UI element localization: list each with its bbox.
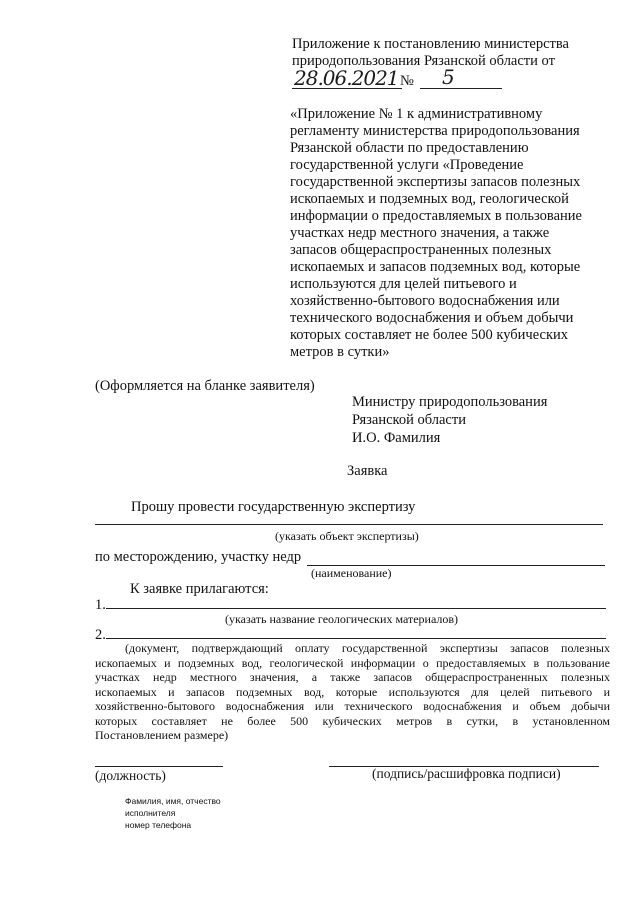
attachment-2-number: 2. [95, 627, 106, 643]
header-date-number [292, 66, 512, 92]
request-text: Прошу провести государственную экспертизу [131, 499, 416, 515]
header-line-2: природопользования Рязанской области от [292, 53, 555, 69]
quote-line: хозяйственно-бытового водоснабжения или [290, 293, 560, 309]
attachment-1-line [106, 608, 606, 609]
quote-line: метров в сутки» [290, 344, 390, 360]
attachment-2-text-line: участках недр местного значения, а также запасов общераспространенных полезных [95, 670, 610, 684]
quote-line: используются для целей питьевого и [290, 276, 517, 292]
position-label: (должность) [95, 768, 166, 783]
quote-block [290, 106, 610, 361]
attachment-2-text-line: (документ, подтверждающий оплату государственной экспертизы запасов полезных [125, 641, 610, 655]
quote-line: Рязанской области по предоставлению [290, 140, 529, 156]
deposit-label: по месторождению, участку недр [95, 549, 302, 565]
date-underline [292, 88, 402, 89]
quote-line: информации о предоставляемых в пользование [290, 208, 582, 224]
attachment-2-text-line: которых составляет не более 500 кубических метров в сутки, в установленном [95, 713, 610, 728]
quote-line: государственной услуги «Проведение [290, 157, 524, 173]
addressee-line-2: Рязанской области [352, 412, 466, 428]
quote-line: «Приложение № 1 к административному [290, 106, 543, 122]
quote-line: запасов общераспространенных полезных [290, 242, 552, 258]
executor-line-1: Фамилия, имя, отчество [125, 796, 221, 806]
attachment-2-text-line: Постановлением размере) [95, 728, 229, 742]
quote-line: ископаемых и подземных вод, геологической [290, 191, 569, 207]
attachment-2-description [95, 641, 610, 743]
handwritten-number: 5 [442, 65, 454, 89]
executor-line-3: номер телефона [125, 820, 192, 830]
quote-line: которых составляет не более 500 кубических [290, 327, 568, 343]
number-label: № [400, 73, 414, 89]
attachment-1-hint: (указать название геологических материалов) [225, 612, 459, 626]
attachment-2-text-line: ископаемых и запасов подземных вод, которые используются для целей питьевого и [95, 684, 610, 699]
quote-line: ископаемых и запасов подземных вод, которые [290, 259, 581, 275]
blank-note: (Оформляется на бланке заявителя) [95, 378, 315, 394]
quote-line: участках недр местного значения, а также [290, 225, 550, 241]
quote-line: технического водоснабжения и объем добычи [290, 310, 574, 326]
executor-line-2: исполнителя [125, 808, 176, 818]
object-line [95, 524, 603, 525]
deposit-hint: (наименование) [311, 566, 392, 580]
addressee-line-3: И.О. Фамилия [352, 430, 441, 446]
header-line-1: Приложение к постановлению министерства [292, 36, 569, 52]
attachment-1-number: 1. [95, 597, 106, 613]
document-title: Заявка [347, 463, 388, 479]
object-hint: (указать объект экспертизы) [275, 529, 419, 543]
handwritten-date: 28.06.2021 [294, 66, 399, 90]
quote-line: регламенту министерства природопользования [290, 123, 580, 139]
attachment-2-text-line: ископаемых и подземных вод, геологической информации о предоставляемых в пользование [95, 655, 610, 670]
addressee-line-1: Министру природопользования [352, 394, 548, 410]
attachment-2-line [106, 638, 606, 639]
attachments-label: К заявке прилагаются: [130, 581, 269, 597]
signature-label: (подпись/расшифровка подписи) [372, 766, 561, 781]
quote-line: государственной экспертизы запасов полезных [290, 174, 581, 190]
position-line [95, 766, 223, 767]
attachment-2-text-line: хозяйственно-бытового водоснабжения или технического водоснабжения и объем добычи [95, 699, 610, 713]
number-underline [420, 88, 502, 89]
